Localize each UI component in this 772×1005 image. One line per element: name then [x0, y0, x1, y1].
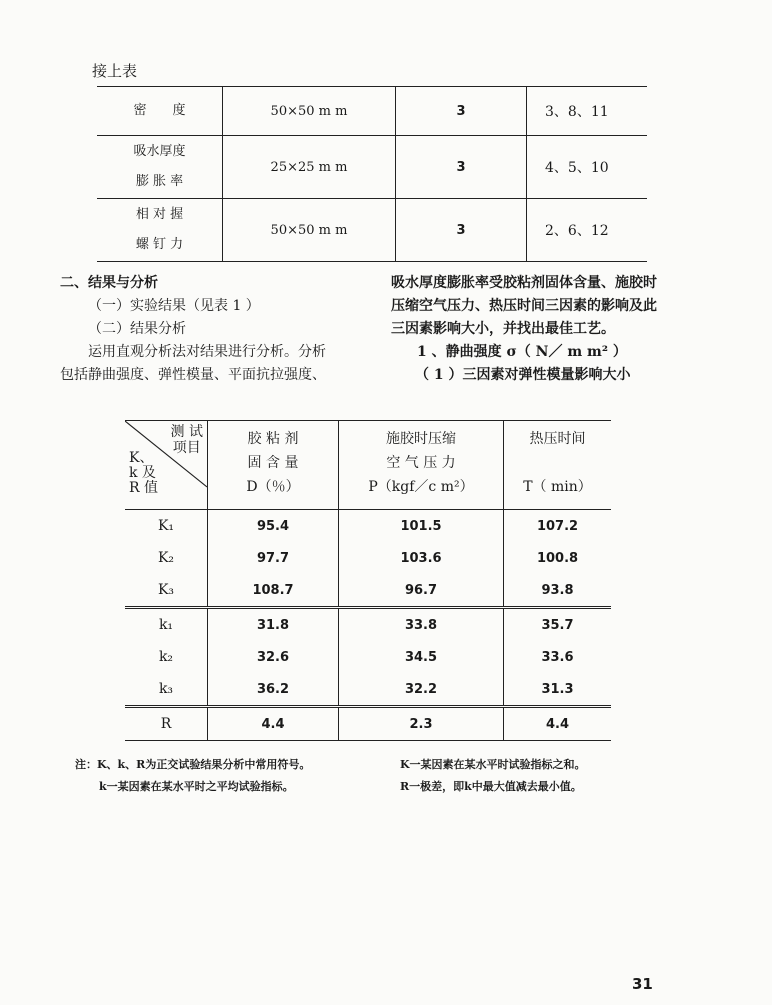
specimen-size: 25×25 m m [223, 136, 396, 199]
paragraph-line: 包括静曲强度、弹性模量、平面抗拉强度、 [60, 367, 326, 383]
left-text-column [60, 272, 390, 387]
table-row [125, 542, 611, 574]
subheading-bending-strength: 1 、静曲强度 σ（ N／ m m² ） [417, 344, 627, 360]
cell-p: 101.5 [339, 510, 504, 543]
specimen-count: 3 [396, 136, 527, 199]
paragraph-line: 吸水厚度膨胀率受胶粘剂固体含量、施胶时 [391, 275, 657, 291]
row-label: k₁ [158, 617, 174, 633]
row-label: R [125, 707, 208, 741]
paragraph-line: 压缩空气压力、热压时间三因素的影响及此 [391, 298, 657, 314]
cell-p: 34.5 [339, 641, 504, 673]
specimen-ids: 2、6、12 [527, 199, 648, 262]
cell-t: 93.8 [504, 574, 612, 608]
table-row [125, 641, 611, 673]
cell-p: 2.3 [339, 707, 504, 741]
cell-d: 31.8 [208, 608, 339, 642]
specimen-size: 50×50 m m [223, 199, 396, 262]
row-label: k₂ [158, 649, 174, 665]
subheading-modulus: （ 1 ）三因素对弹性模量影响大小 [415, 367, 631, 383]
subheading-analysis: （二）结果分析 [88, 321, 186, 337]
specimen-count: 3 [396, 87, 527, 136]
note-line: R一极差，即k中最大值减去最小值。 [400, 780, 582, 793]
right-text-column [391, 272, 711, 387]
row-label: 密 度 [133, 103, 186, 118]
cell-d: 36.2 [208, 673, 339, 707]
header-air-pressure: 施胶时压缩 空 气 压 力 P（kgf／c m²） [339, 421, 504, 510]
header-press-time: 热压时间 T（ min） [504, 421, 612, 510]
cell-d: 32.6 [208, 641, 339, 673]
table-notes-left [75, 754, 310, 798]
cell-d: 108.7 [208, 574, 339, 608]
cell-p: 33.8 [339, 608, 504, 642]
table-row [125, 673, 611, 707]
cell-d: 4.4 [208, 707, 339, 741]
row-label: K₂ [157, 550, 175, 566]
table-row [125, 574, 611, 608]
specimen-ids: 4、5、10 [527, 136, 648, 199]
cell-p: 32.2 [339, 673, 504, 707]
row-label: K₃ [125, 574, 208, 608]
cell-t: 31.3 [504, 673, 612, 707]
table-row [97, 87, 647, 136]
row-label: 相 对 握 螺 钉 力 [135, 207, 184, 252]
note-line: k一某因素在某水平时之平均试验指标。 [99, 780, 294, 793]
row-label: k₃ [125, 673, 208, 707]
table-row [125, 707, 611, 741]
continued-table-caption: 接上表 [92, 62, 138, 80]
cell-p: 96.7 [339, 574, 504, 608]
paragraph-line: 三因素影响大小，并找出最佳工艺。 [391, 321, 615, 337]
cell-p: 103.6 [339, 542, 504, 574]
corner-top-label: 测 试 项目 [170, 424, 203, 456]
cell-t: 33.6 [504, 641, 612, 673]
cell-t: 100.8 [504, 542, 612, 574]
header-adhesive-content: 胶 粘 剂 固 含 量 D（％） [208, 421, 339, 510]
cell-d: 95.4 [208, 510, 339, 543]
section-heading: 二、结果与分析 [60, 275, 158, 291]
page-number: 31 [632, 975, 653, 993]
cell-t: 107.2 [504, 510, 612, 543]
cell-t: 35.7 [504, 608, 612, 642]
subheading-results: （一）实验结果（见表 1 ） [88, 298, 260, 314]
cell-d: 97.7 [208, 542, 339, 574]
table-row [125, 510, 611, 543]
specimen-ids: 3、8、11 [527, 87, 648, 136]
note-line: 注：K、k、R为正交试验结果分析中常用符号。 [75, 758, 311, 771]
table-row [97, 136, 647, 199]
diagonal-header-cell [125, 421, 208, 510]
table-row [97, 199, 647, 262]
specimen-size: 50×50 m m [223, 87, 396, 136]
table-notes-right [400, 754, 586, 798]
table-row [125, 608, 611, 642]
continued-table [97, 86, 647, 262]
range-analysis-table [125, 420, 611, 741]
paragraph-line: 运用直观分析法对结果进行分析。分析 [88, 344, 326, 360]
specimen-count: 3 [396, 199, 527, 262]
note-line: K一某因素在某水平时试验指标之和。 [400, 758, 586, 771]
row-label: 吸水厚度 膨 胀 率 [133, 144, 186, 189]
row-label: K₁ [157, 518, 175, 534]
table-header-row [125, 421, 611, 510]
cell-t: 4.4 [504, 707, 612, 741]
corner-bottom-label: K、 k 及 R 值 [129, 450, 158, 496]
